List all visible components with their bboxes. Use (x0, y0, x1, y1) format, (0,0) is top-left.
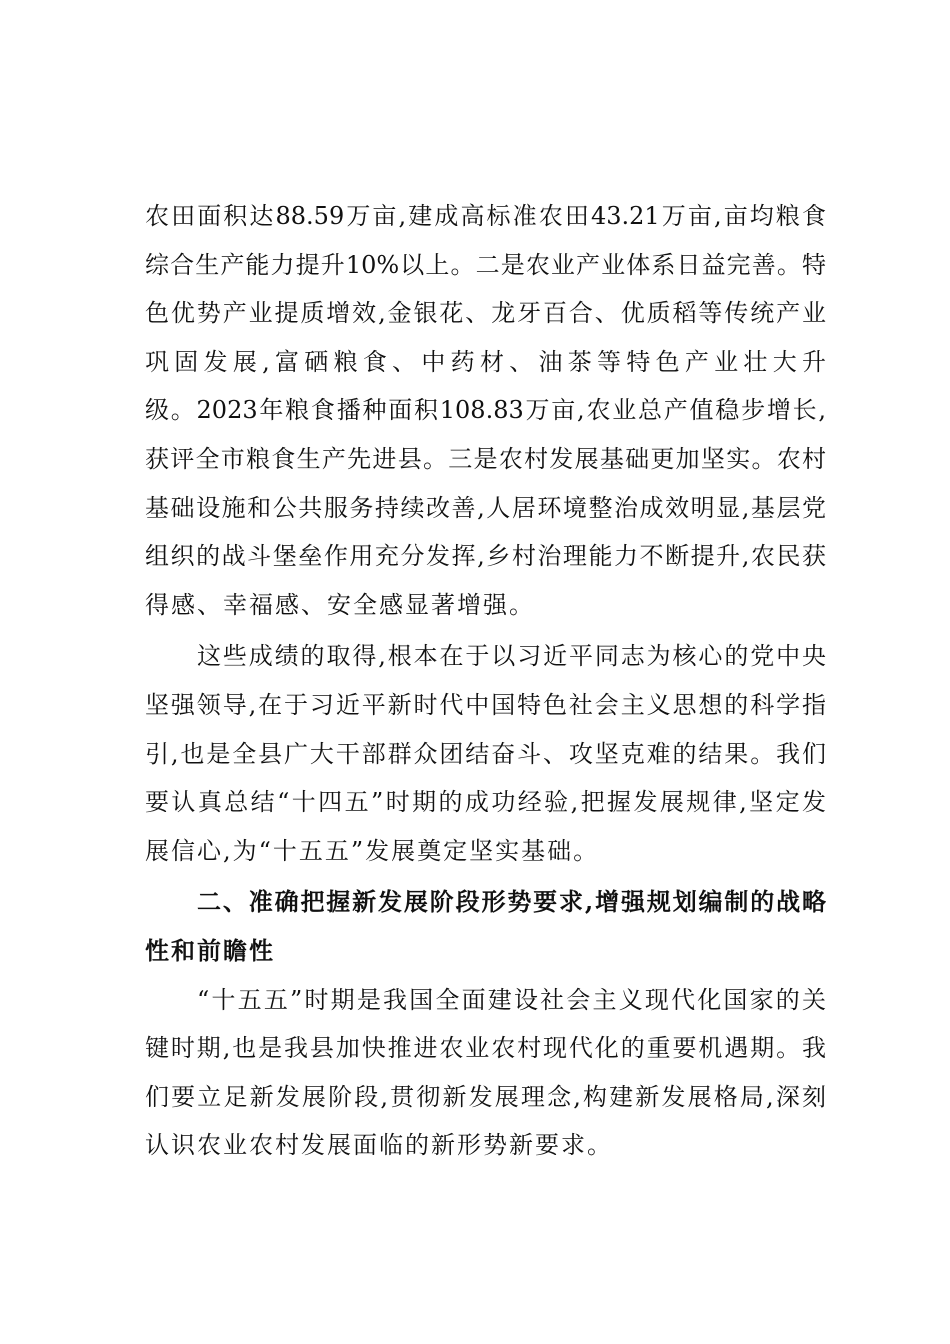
heading-line: 二、准确把握新发展阶段形势要求,增强规划编制的战略 (197, 887, 826, 917)
text-line: 巩固发展,富硒粮食、中药材、油茶等特色产业壮大升 (145, 347, 826, 376)
text-line: 们要立足新发展阶段,贯彻新发展理念,构建新发展格局,深刻 (145, 1082, 826, 1111)
text-line: 色优势产业提质增效,金银花、龙牙百合、优质稻等传统产业 (145, 299, 826, 328)
text-line: 级。2023年粮食播种面积108.83万亩,农业总产值稳步增长, (145, 396, 826, 425)
text-line: 展信心,为“十五五”发展奠定坚实基础。 (145, 836, 600, 865)
text-line: 坚强领导,在于习近平新时代中国特色社会主义思想的科学指 (145, 690, 826, 719)
text-line: 引,也是全县广大干部群众团结奋斗、攻坚克难的结果。我们 (145, 739, 826, 768)
document-page (145, 192, 826, 1170)
section-heading (145, 878, 826, 975)
paragraph-situation (145, 976, 826, 1170)
text-line: 键时期,也是我县加快推进农业农村现代化的重要机遇期。我 (145, 1034, 826, 1063)
text-line: 要认真总结“十四五”时期的成功经验,把握发展规律,坚定发 (145, 788, 826, 817)
text-line: 得感、幸福感、安全感显著增强。 (145, 590, 535, 619)
text-line: 基础设施和公共服务持续改善,人居环境整治成效明显,基层党 (145, 493, 826, 522)
text-line: 获评全市粮食生产先进县。三是农村发展基础更加坚实。农村 (145, 444, 826, 473)
text-line: 综合生产能力提升10%以上。二是农业产业体系日益完善。特 (145, 250, 826, 279)
text-line: 农田面积达88.59万亩,建成高标准农田43.21万亩,亩均粮食 (145, 202, 826, 230)
text-line: 组织的战斗堡垒作用充分发挥,乡村治理能力不断提升,农民获 (145, 542, 826, 571)
text-line: 这些成绩的取得,根本在于以习近平同志为核心的党中央 (197, 642, 826, 671)
heading-line: 性和前瞻性 (145, 935, 275, 965)
paragraph-reasons (145, 632, 826, 875)
text-line: 认识农业农村发展面临的新形势新要求。 (145, 1131, 613, 1160)
paragraph-achievements (145, 192, 826, 629)
text-line: “十五五”时期是我国全面建设社会主义现代化国家的关 (197, 985, 826, 1014)
